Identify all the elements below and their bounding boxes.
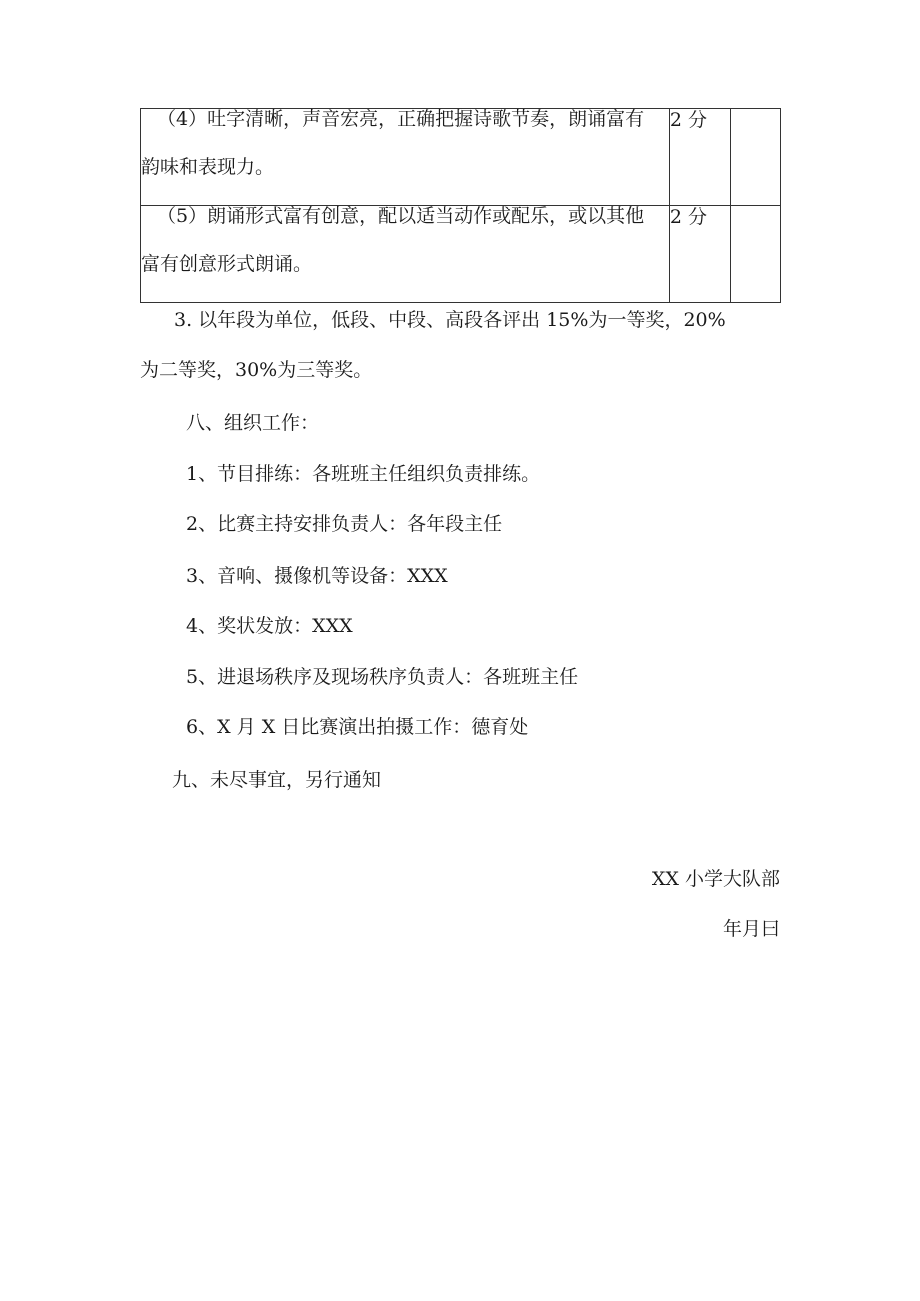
criteria-text: （5）朗诵形式富有创意，配以适当动作或配乐，或以其他 bbox=[157, 205, 645, 227]
section-heading-organization: 八、组织工作： bbox=[186, 412, 320, 434]
organization-item: 5、进退场秩序及现场秩序负责人：各班班主任 bbox=[186, 666, 579, 688]
blank-cell bbox=[730, 206, 780, 303]
closing-note: 九、未尽事宜，另行通知 bbox=[172, 769, 382, 791]
criteria-cell bbox=[141, 206, 670, 303]
table-row bbox=[141, 109, 781, 206]
organization-item: 2、比赛主持安排负责人：各年段主任 bbox=[186, 513, 503, 535]
table-row bbox=[141, 206, 781, 303]
document-date: 年月曰 bbox=[722, 918, 780, 940]
score-cell: 2 分 bbox=[669, 109, 730, 206]
blank-cell bbox=[730, 109, 780, 206]
score-cell: 2 分 bbox=[669, 206, 730, 303]
criteria-text-continued: 韵味和表现力。 bbox=[141, 156, 275, 178]
organization-item: 4、奖状发放：XXX bbox=[186, 615, 353, 637]
organization-item: 1、节目排练：各班班主任组织负责排练。 bbox=[186, 463, 541, 485]
criteria-cell bbox=[141, 109, 670, 206]
organization-item: 6、X 月 X 日比赛演出拍摄工作：德育处 bbox=[186, 716, 529, 738]
criteria-text: （4）吐字清晰，声音宏亮，正确把握诗歌节奏，朗诵富有 bbox=[157, 108, 645, 130]
awards-line-2: 为二等奖，30%为三等奖。 bbox=[140, 359, 373, 381]
organization-item: 3、音响、摄像机等设备：XXX bbox=[186, 565, 448, 587]
criteria-text-continued: 富有创意形式朗诵。 bbox=[141, 253, 313, 275]
signature: XX 小学大队部 bbox=[651, 868, 780, 890]
awards-line-1: 3. 以年段为单位，低段、中段、高段各评出 15%为一等奖，20% bbox=[174, 309, 726, 331]
scoring-table bbox=[140, 108, 781, 303]
